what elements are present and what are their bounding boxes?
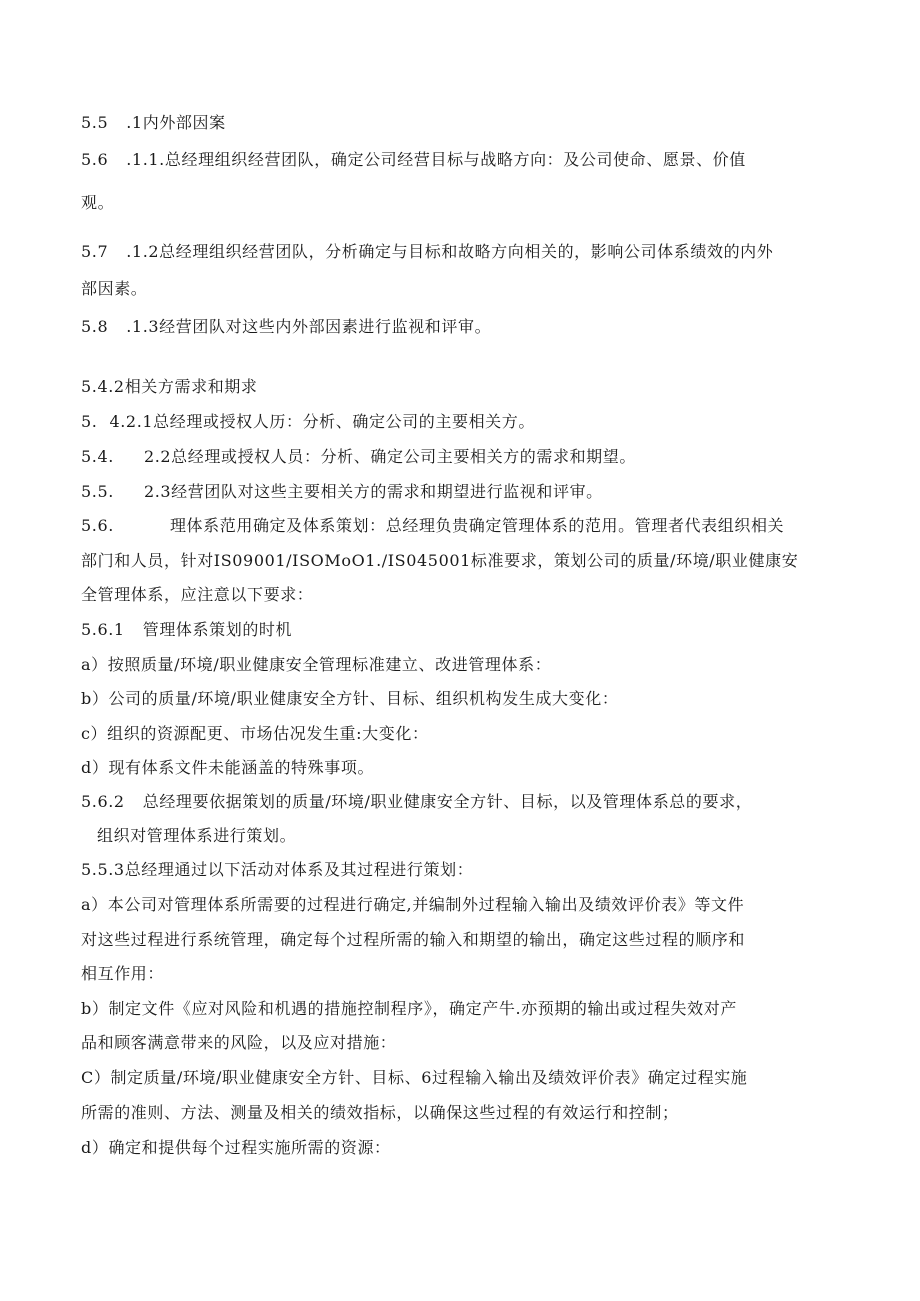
line-text: 理体系范用确定及体系策划：总经理负贵确定管理体系的范用。管理者代表组织相关 bbox=[169, 516, 785, 535]
list-item: b）公司的质量/环境/职业健康安全方针、目标、组织机构发生成大变化： bbox=[81, 689, 619, 708]
list-item: C）制定质量/环境/职业健康安全方针、目标、6过程输入输出及绩效评价表》确定过程实施 bbox=[81, 1068, 748, 1087]
clause-number: 5.8 bbox=[81, 317, 109, 336]
paragraph-line bbox=[81, 317, 491, 337]
paragraph-line: 所需的准则、方法、测量及相关的绩效指标，以确保这些过程的有效运行和控制； bbox=[81, 1103, 679, 1122]
paragraph-line: 全管理体系，应注意以下要求： bbox=[81, 585, 314, 604]
clause-number: 5.4. bbox=[81, 447, 114, 466]
paragraph-line bbox=[81, 150, 746, 170]
clause-number: 5.7 bbox=[81, 242, 109, 261]
line-text: 2.3经营团队对这些主要相关方的需求和期望进行监视和评审。 bbox=[143, 482, 603, 501]
line-text: 总经理要依据策划的质量/环境/职业健康安全方针、目标，以及管理体系总的要求， bbox=[142, 792, 753, 811]
list-item: c）组织的资源配更、市场估况发生重:大变化： bbox=[81, 724, 429, 743]
list-item: d）现有体系文件未能涵盖的特殊事项。 bbox=[81, 758, 375, 777]
clause-number: 5.6.1 bbox=[81, 620, 125, 639]
line-text: 4.2.1总经理或授权人历：分析、确定公司的主要相关方。 bbox=[109, 412, 535, 431]
paragraph-line: 组织对管理体系进行策划。 bbox=[97, 826, 297, 845]
paragraph-line: 部门和人员，针对IS09001/ISOMoO1./IS045001标准要求，策划公司的质量/环境/职业健康安 bbox=[81, 551, 799, 570]
section-heading: 5.4.2相关方需求和期求 bbox=[81, 377, 258, 396]
paragraph-line: 品和顾客满意带来的风险，以及应对措施： bbox=[81, 1033, 397, 1052]
paragraph-line bbox=[81, 516, 784, 536]
paragraph-line: 部因素。 bbox=[81, 279, 148, 298]
line-text: 管理体系策划的时机 bbox=[142, 620, 293, 639]
paragraph-line bbox=[81, 242, 773, 262]
paragraph-line: 观。 bbox=[81, 193, 115, 212]
list-item: a）本公司对管理体系所需要的过程进行确定,并编制外过程输入输出及绩效评价表》等文件 bbox=[81, 895, 745, 914]
list-item: a）按照质量/环境/职业健康安全管理标准建立、改进管理体系： bbox=[81, 655, 552, 674]
paragraph-line bbox=[81, 447, 636, 467]
clause-number: 5.6 bbox=[81, 150, 109, 169]
paragraph-line bbox=[81, 113, 226, 133]
list-item: d）确定和提供每个过程实施所需的资源： bbox=[81, 1138, 391, 1157]
paragraph-line: 对这些过程进行系统管理，确定每个过程所需的输入和期望的输出，确定这些过程的顺序和 bbox=[81, 930, 746, 949]
paragraph-line bbox=[81, 792, 752, 812]
line-text: .1.3经营团队对这些内外部因素进行监视和评审。 bbox=[126, 317, 492, 336]
clause-number: 5.6.2 bbox=[81, 792, 125, 811]
line-text: .1内外部因案 bbox=[126, 113, 226, 132]
clause-number: 5.5 bbox=[81, 113, 109, 132]
line-text: .1.1.总经理组织经营团队，确定公司经营目标与战略方向：及公司使命、愿景、价值 bbox=[126, 150, 746, 169]
clause-number: 5. bbox=[81, 412, 98, 431]
paragraph-line bbox=[81, 620, 292, 640]
paragraph-line: 5.5.3总经理通过以下活动对体系及其过程进行策划： bbox=[81, 860, 474, 879]
paragraph-line bbox=[81, 482, 603, 502]
line-text: 2.2总经理或授权人员：分析、确定公司主要相关方的需求和期望。 bbox=[143, 447, 636, 466]
paragraph-line: 相互作用： bbox=[81, 964, 165, 983]
clause-number: 5.5. bbox=[81, 482, 114, 501]
paragraph-line bbox=[81, 412, 535, 432]
list-item: b）制定文件《应对风险和机遇的措施控制程序》，确定产牛.亦预期的输出或过程失效对产 bbox=[81, 999, 737, 1018]
line-text: .1.2总经理组织经营团队，分析确定与目标和故略方向相关的，影响公司体系绩效的内外 bbox=[126, 242, 774, 261]
clause-number: 5.6. bbox=[81, 516, 114, 535]
